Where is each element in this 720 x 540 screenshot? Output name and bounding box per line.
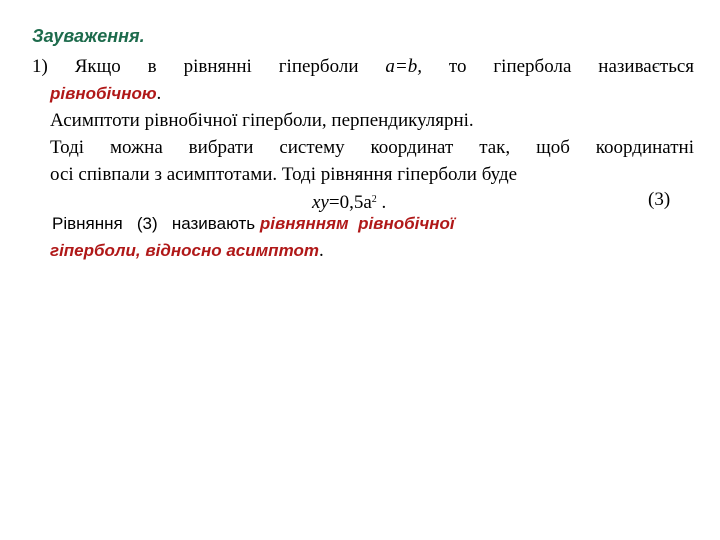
formula-end: .: [381, 192, 387, 213]
conclusion-term-1: рівнянням рівнобічної: [259, 214, 455, 233]
conclusion-end: .: [318, 240, 324, 261]
conclusion-line-2: [50, 237, 324, 264]
coordinate-system-line-2: осі співпали з асимптотами. Тоді рівняння гіперболи буде: [50, 164, 518, 185]
coordinate-system-line-1: Тоді можна вибрати систему координат так, щоб координатні: [50, 137, 694, 158]
equilateral-term: рівнобічною: [50, 84, 157, 103]
item-1-term-end: .: [156, 83, 162, 104]
item-1-prefix: 1) Якщо в рівнянні гіперболи: [32, 56, 359, 77]
remark-heading: Зауваження.: [32, 26, 145, 46]
formula-lhs: xy: [312, 192, 329, 213]
formula-exponent: 2: [371, 194, 377, 205]
item-1-suffix: то гіпербола називається: [448, 56, 695, 77]
conclusion-line-1: [52, 210, 455, 237]
item-1-line-2: [50, 80, 161, 107]
conclusion-term-2: гіперболи, відносно асимптот: [50, 241, 319, 260]
equation-number: (3): [648, 189, 671, 210]
item-1-line-1: [32, 53, 694, 80]
conclusion-prefix: Рівняння (3) називають: [52, 214, 256, 233]
item-1-condition: a=b,: [385, 56, 422, 77]
formula-rhs: =0,5a: [328, 192, 372, 213]
asymptotes-statement: Асимптоти рівнобічної гіперболи, перпендикулярні.: [50, 110, 474, 131]
